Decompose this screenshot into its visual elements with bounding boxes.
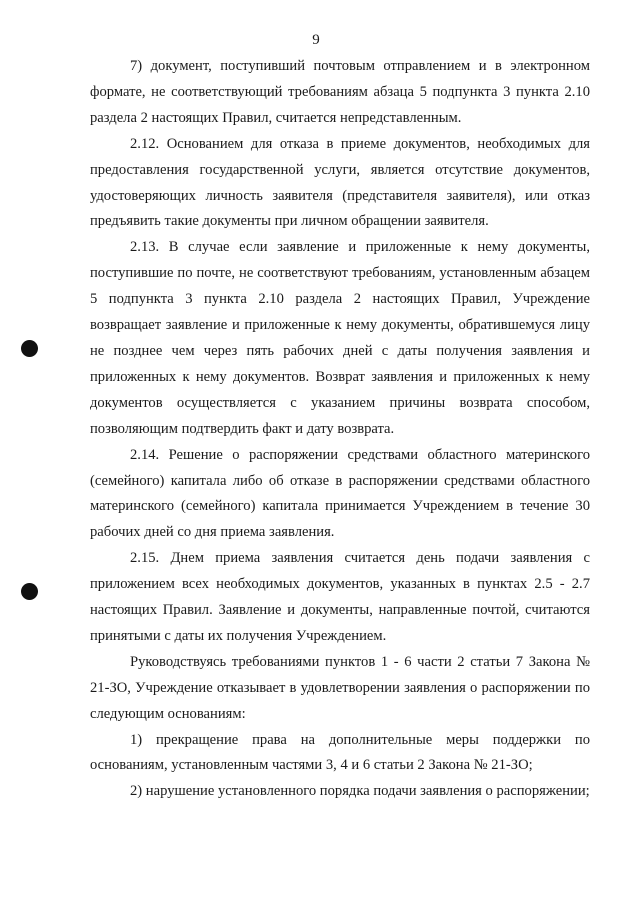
- paragraph-ground-1: 1) прекращение права на дополнительные меры поддержки по основаниям, установленным частями 3, 4 и 6 статьи 2 Закона № 21-ЗО;: [90, 731, 590, 774]
- punch-hole: [21, 583, 38, 600]
- paragraph-ground-2: 2) нарушение установленного порядка подачи заявления о распоряжении;: [130, 783, 590, 800]
- paragraph-2-12: 2.12. Основанием для отказа в приеме документов, необходимых для предоставления государственной услуги, является отсутствие документов, удостоверяющих личность заявителя (представителя заявителя), или отказ предъявить такие документы при личном обращении заявителя.: [90, 135, 590, 230]
- punch-hole: [21, 340, 38, 357]
- paragraph-2-14: 2.14. Решение о распоряжении средствами областного материнского (семейного) капитала либо об отказе в распоряжении средствами областного материнского (семейного) капитала принимается Учреждением в течение 30 рабочих дней со дня приема заявления.: [90, 446, 590, 541]
- document-body: [90, 54, 590, 805]
- paragraph-item-7: 7) документ, поступивший почтовым отправлением и в электронном формате, не соответствующий требованиям абзаца 5 подпункта 3 пункта 2.10 раздела 2 настоящих Правил, считается непредставленным.: [90, 58, 590, 126]
- paragraph-2-15: 2.15. Днем приема заявления считается день подачи заявления с приложением всех необходимых документов, указанных в пунктах 2.5 - 2.7 настоящих Правил. Заявление и документы, направленные почтой, считаются принятыми с даты их получения Учреждением.: [90, 550, 590, 644]
- paragraph-2-13: 2.13. В случае если заявление и приложенные к нему документы, поступившие по почте, не соответствуют требованиям, установленным абзацем 5 подпункта 3 пункта 2.10 раздела 2 настоящих Правил, Учреждение возвращает заявление и приложенные к нему документы, обратившемуся лицу не позднее чем через пять рабочих дней с даты получения заявления и приложенных к нему документов. Возврат заявления и приложенных к нему документов осуществляется с указанием причины возврата способом, позволяющим подтвердить факт и дату возврата.: [90, 239, 590, 437]
- page-number: 9: [312, 32, 320, 48]
- paragraph-refusal-grounds: Руководствуясь требованиями пунктов 1 - 6 части 2 статьи 7 Закона № 21-ЗО, Учреждение отказывает в удовлетворении заявления о распоряжении по следующим основаниям:: [90, 653, 590, 722]
